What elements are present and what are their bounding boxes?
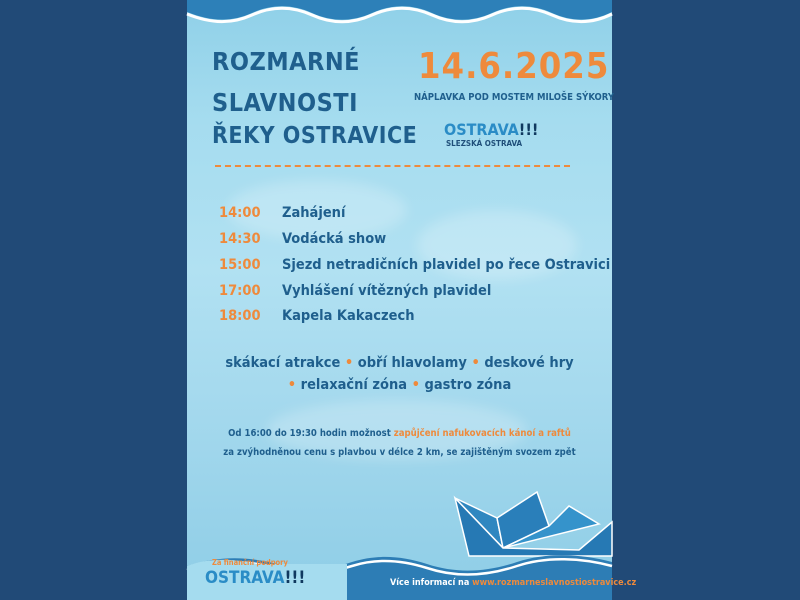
ostrava-logo-name: OSTRAVA <box>444 120 519 139</box>
website-link[interactable]: www.rozmarneslavnostiostravice.cz <box>472 578 637 588</box>
bullet-dot: • <box>411 377 420 393</box>
schedule-time: 15:00 <box>219 257 261 273</box>
schedule-item <box>219 308 414 324</box>
ostrava-logo-exclaim: !!! <box>518 120 539 139</box>
more-info <box>390 578 636 588</box>
rental-note-line-2: za zvýhodněnou cenu s plavbou v délce 2 km, se zajištěným svozem zpět <box>223 447 576 458</box>
activities-line-1 <box>187 355 612 371</box>
schedule-item <box>219 283 491 299</box>
event-title-line-3: ŘEKY OSTRAVICE <box>212 123 418 149</box>
event-venue: NÁPLAVKA POD MOSTEM MILOŠE SÝKORY <box>414 92 615 103</box>
schedule-time: 14:30 <box>219 231 261 247</box>
schedule-time: 18:00 <box>219 308 261 324</box>
event-title-line-2: SLAVNOSTI <box>212 88 358 117</box>
ostrava-logo <box>444 120 538 139</box>
bullet-dot: • <box>344 355 354 371</box>
schedule-item <box>219 205 345 221</box>
ostrava-logo-bottom <box>205 568 305 588</box>
more-info-label: Více informací na <box>390 578 473 588</box>
schedule-label: Kapela Kakaczech <box>282 308 415 324</box>
schedule-item <box>219 257 610 273</box>
schedule-label: Vodácká show <box>282 231 387 247</box>
event-poster <box>187 0 637 600</box>
sponsor-label: Za finanční podpory <box>212 558 288 567</box>
event-date: 14.6.2025 <box>418 46 610 87</box>
schedule-time: 14:00 <box>219 205 261 221</box>
rental-note-text: Od 16:00 do 19:30 hodin možnost <box>228 428 394 439</box>
activity: relaxační zóna <box>300 377 408 393</box>
bullet-dot: • <box>287 377 297 393</box>
dashed-divider <box>215 165 570 167</box>
bullet-dot: • <box>471 355 480 371</box>
activity: gastro zóna <box>424 377 512 393</box>
schedule-time: 17:00 <box>219 283 261 299</box>
schedule-label: Zahájení <box>282 205 346 221</box>
schedule-label: Sjezd netradičních plavidel po řece Ostravici <box>282 257 611 273</box>
activity: deskové hry <box>484 355 574 371</box>
schedule-label: Vyhlášení vítězných plavidel <box>282 283 492 299</box>
activity: skákací atrakce <box>225 355 341 371</box>
ostrava-logo-subtitle: SLEZSKÁ OSTRAVA <box>446 139 523 148</box>
activities-line-2 <box>187 377 612 393</box>
event-title-line-1: ROZMARNÉ <box>212 47 361 76</box>
activity: obří hlavolamy <box>357 355 467 371</box>
rental-note-line-1 <box>187 428 612 439</box>
rental-note-highlight: zapůjčení nafukovacích kánoí a raftů <box>393 428 571 439</box>
top-wave-decoration <box>187 0 612 26</box>
ostrava-logo-exclaim: !!! <box>284 568 306 588</box>
ostrava-logo-name: OSTRAVA <box>205 568 285 588</box>
schedule-item <box>219 231 386 247</box>
